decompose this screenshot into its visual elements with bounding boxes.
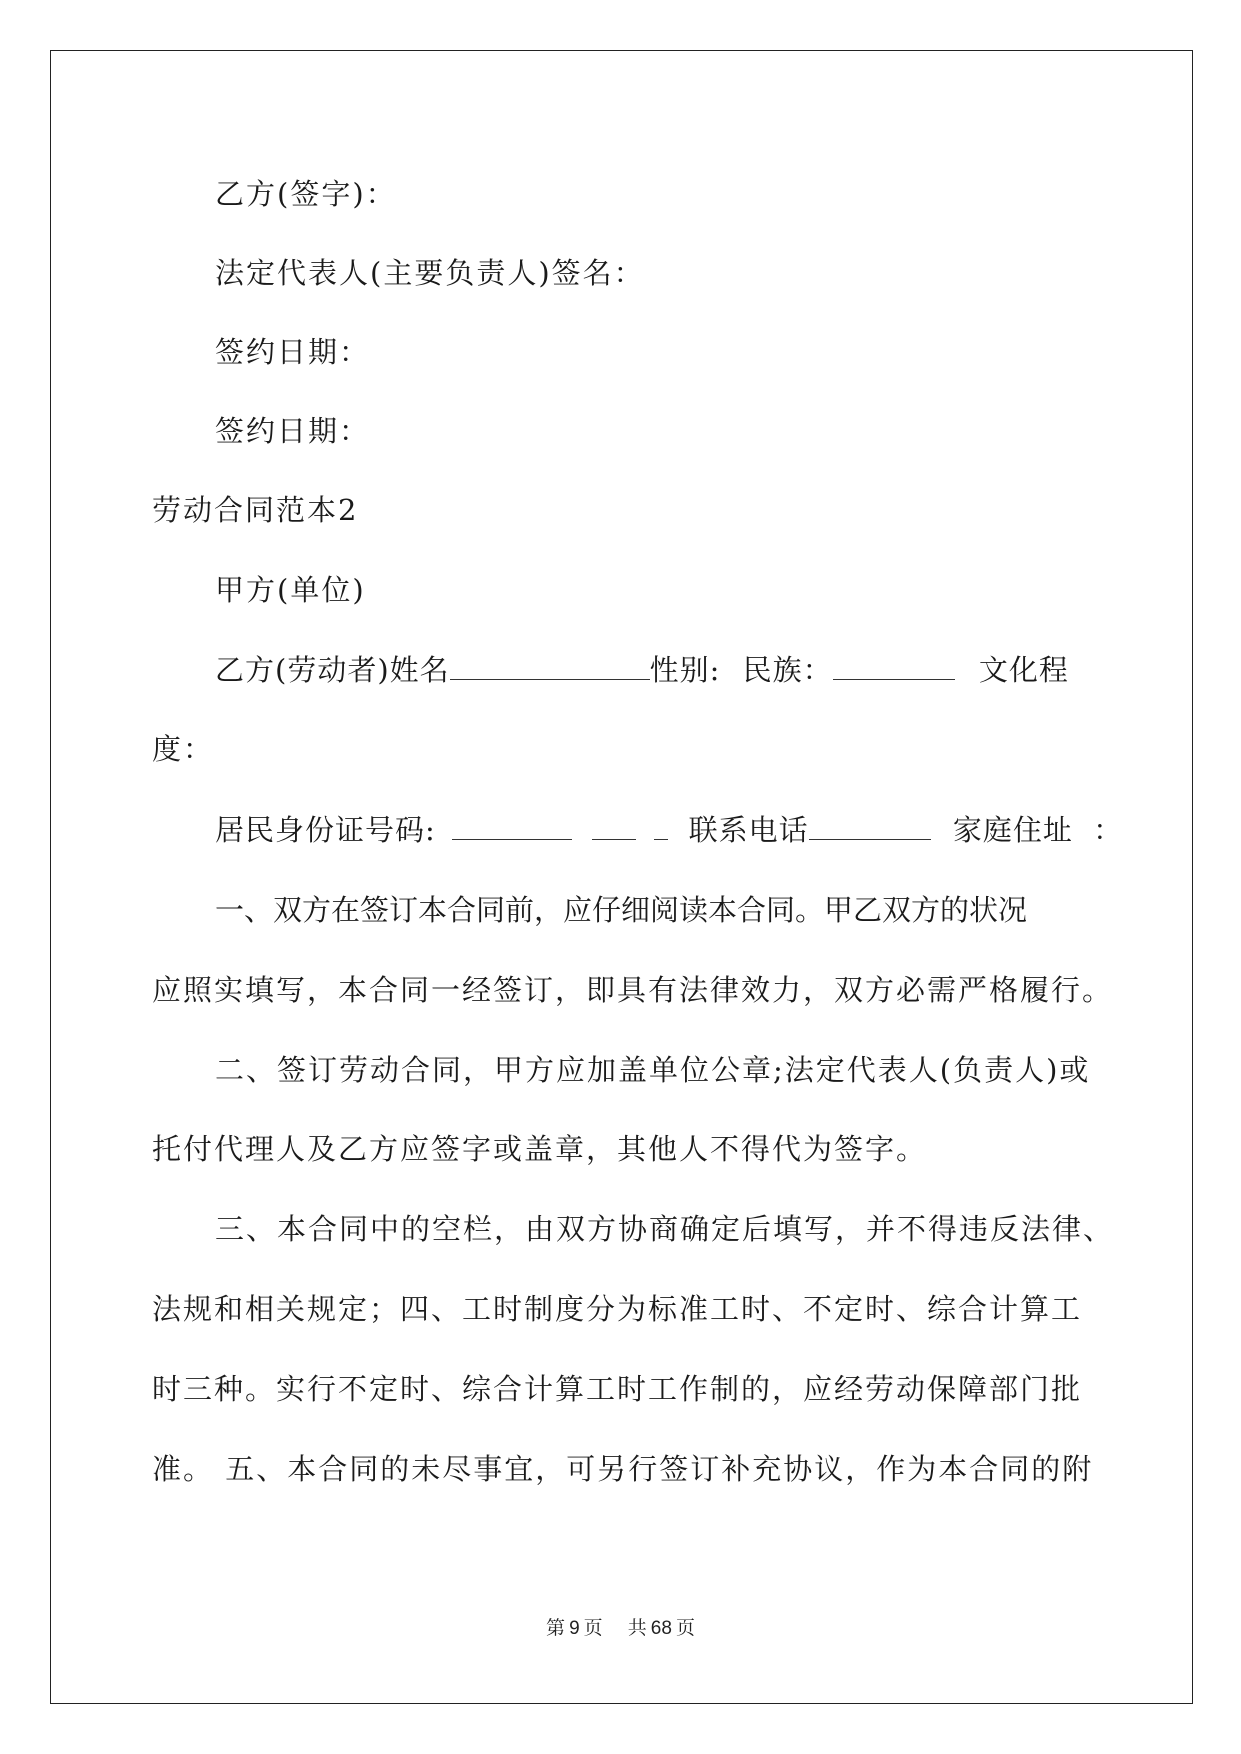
id-number-label: 居民身份证号码: (215, 813, 436, 847)
phone-blank (809, 811, 931, 840)
party-a-line: 甲方(单位) (215, 573, 366, 607)
party-b-signature-line: 乙方(签字)： (215, 177, 397, 211)
total-pages-prefix: 共 (627, 1618, 647, 1639)
gender-label: 性别: (649, 653, 721, 687)
education-continuation: 度： (152, 732, 215, 766)
clause-2-line-2: 托付代理人及乙方应签字或盖章，其他人不得代为签字。 (152, 1132, 928, 1166)
education-label: 文化程 (978, 653, 1069, 687)
clause-3-4-line: 法规和相关规定；四、工时制度分为标准工时、不定时、综合计算工 (152, 1292, 1083, 1326)
id-number-blank-3 (654, 811, 668, 840)
clause-4-line-2: 时三种。实行不定时、综合计算工时工作制的，应经劳动保障部门批 (152, 1372, 1083, 1406)
phone-label: 联系电话 (688, 813, 809, 847)
signing-date-line-1: 签约日期： (215, 335, 371, 369)
address-label: 家庭住址 (952, 813, 1073, 847)
page-number-suffix: 页 (583, 1618, 603, 1639)
party-b-info-line (215, 650, 1069, 690)
clause-2-line-1: 二、签订劳动合同，甲方应加盖单位公章;法定代表人(负责人)或 (215, 1053, 1091, 1087)
section-heading: 劳动合同范本2 (152, 493, 359, 527)
clause-4-5-line: 准。 五、本合同的未尽事宜，可另行签订补充协议，作为本合同的附 (152, 1452, 1094, 1486)
page-footer (0, 1617, 1241, 1641)
ethnicity-label: 民族： (742, 653, 833, 687)
signing-date-line-2: 签约日期： (215, 414, 371, 448)
ethnicity-blank (833, 651, 955, 680)
clause-1-line-2: 应照实填写，本合同一经签订，即具有法律效力，双方必需严格履行。 (152, 973, 1114, 1007)
clause-3-line-1: 三、本合同中的空栏，由双方协商确定后填写，并不得违反法律、 (215, 1212, 1115, 1246)
name-blank (450, 651, 650, 680)
address-colon: ： (1093, 813, 1124, 847)
total-pages: 68 (650, 1618, 672, 1639)
id-contact-line (215, 810, 1123, 850)
party-b-name-label: 乙方(劳动者)姓名 (215, 653, 450, 687)
id-number-blank-1 (452, 811, 572, 840)
legal-representative-signature-line: 法定代表人(主要负责人)签名： (215, 256, 645, 290)
page-number: 9 (569, 1618, 580, 1639)
clause-1-line-1: 一、双方在签订本合同前，应仔细阅读本合同。甲乙双方的状况 (215, 893, 1028, 927)
page-number-prefix: 第 (546, 1618, 566, 1639)
total-pages-suffix: 页 (675, 1618, 695, 1639)
id-number-blank-2 (592, 811, 636, 840)
